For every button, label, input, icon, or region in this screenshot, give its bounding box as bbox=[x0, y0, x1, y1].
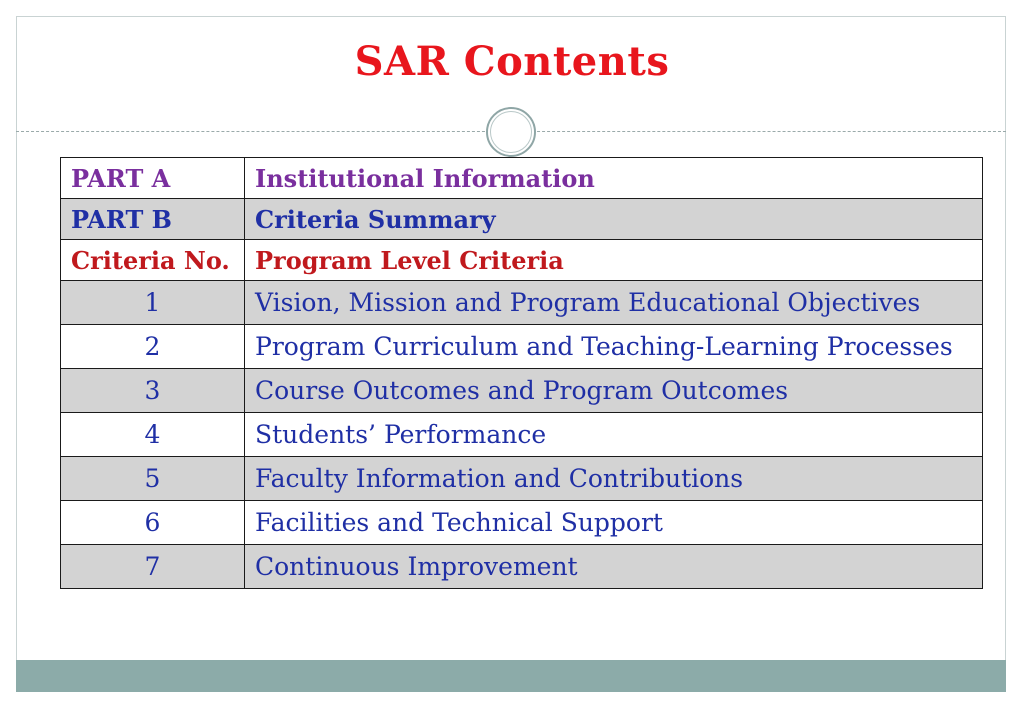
table-row bbox=[61, 413, 983, 457]
table-row bbox=[61, 281, 983, 325]
criteria-title: Continuous Improvement bbox=[245, 545, 983, 589]
part-a-label: PART A bbox=[61, 158, 245, 199]
part-b-title: Criteria Summary bbox=[245, 199, 983, 240]
table-row-part-b bbox=[61, 199, 983, 240]
criteria-number: 6 bbox=[61, 501, 245, 545]
contents-table bbox=[60, 157, 983, 589]
table-row bbox=[61, 457, 983, 501]
criteria-title: Vision, Mission and Program Educational Objectives bbox=[245, 281, 983, 325]
criteria-title: Facilities and Technical Support bbox=[245, 501, 983, 545]
table-row-part-a bbox=[61, 158, 983, 199]
divider-circle-inner-ornament bbox=[490, 111, 532, 153]
table-row bbox=[61, 369, 983, 413]
part-a-title: Institutional Information bbox=[245, 158, 983, 199]
criteria-number: 5 bbox=[61, 457, 245, 501]
criteria-number: 7 bbox=[61, 545, 245, 589]
table-row-criteria-header bbox=[61, 240, 983, 281]
table-row bbox=[61, 545, 983, 589]
footer-bar bbox=[16, 660, 1006, 692]
table-row bbox=[61, 501, 983, 545]
criteria-title: Program Curriculum and Teaching-Learning Processes bbox=[245, 325, 983, 369]
criteria-number: 2 bbox=[61, 325, 245, 369]
page-title: SAR Contents bbox=[354, 38, 670, 85]
criteria-title-header: Program Level Criteria bbox=[245, 240, 983, 281]
table-row bbox=[61, 325, 983, 369]
criteria-title: Students’ Performance bbox=[245, 413, 983, 457]
criteria-number: 3 bbox=[61, 369, 245, 413]
criteria-number: 1 bbox=[61, 281, 245, 325]
criteria-title: Faculty Information and Contributions bbox=[245, 457, 983, 501]
part-b-label: PART B bbox=[61, 199, 245, 240]
criteria-number: 4 bbox=[61, 413, 245, 457]
criteria-title: Course Outcomes and Program Outcomes bbox=[245, 369, 983, 413]
criteria-number-header: Criteria No. bbox=[61, 240, 245, 281]
